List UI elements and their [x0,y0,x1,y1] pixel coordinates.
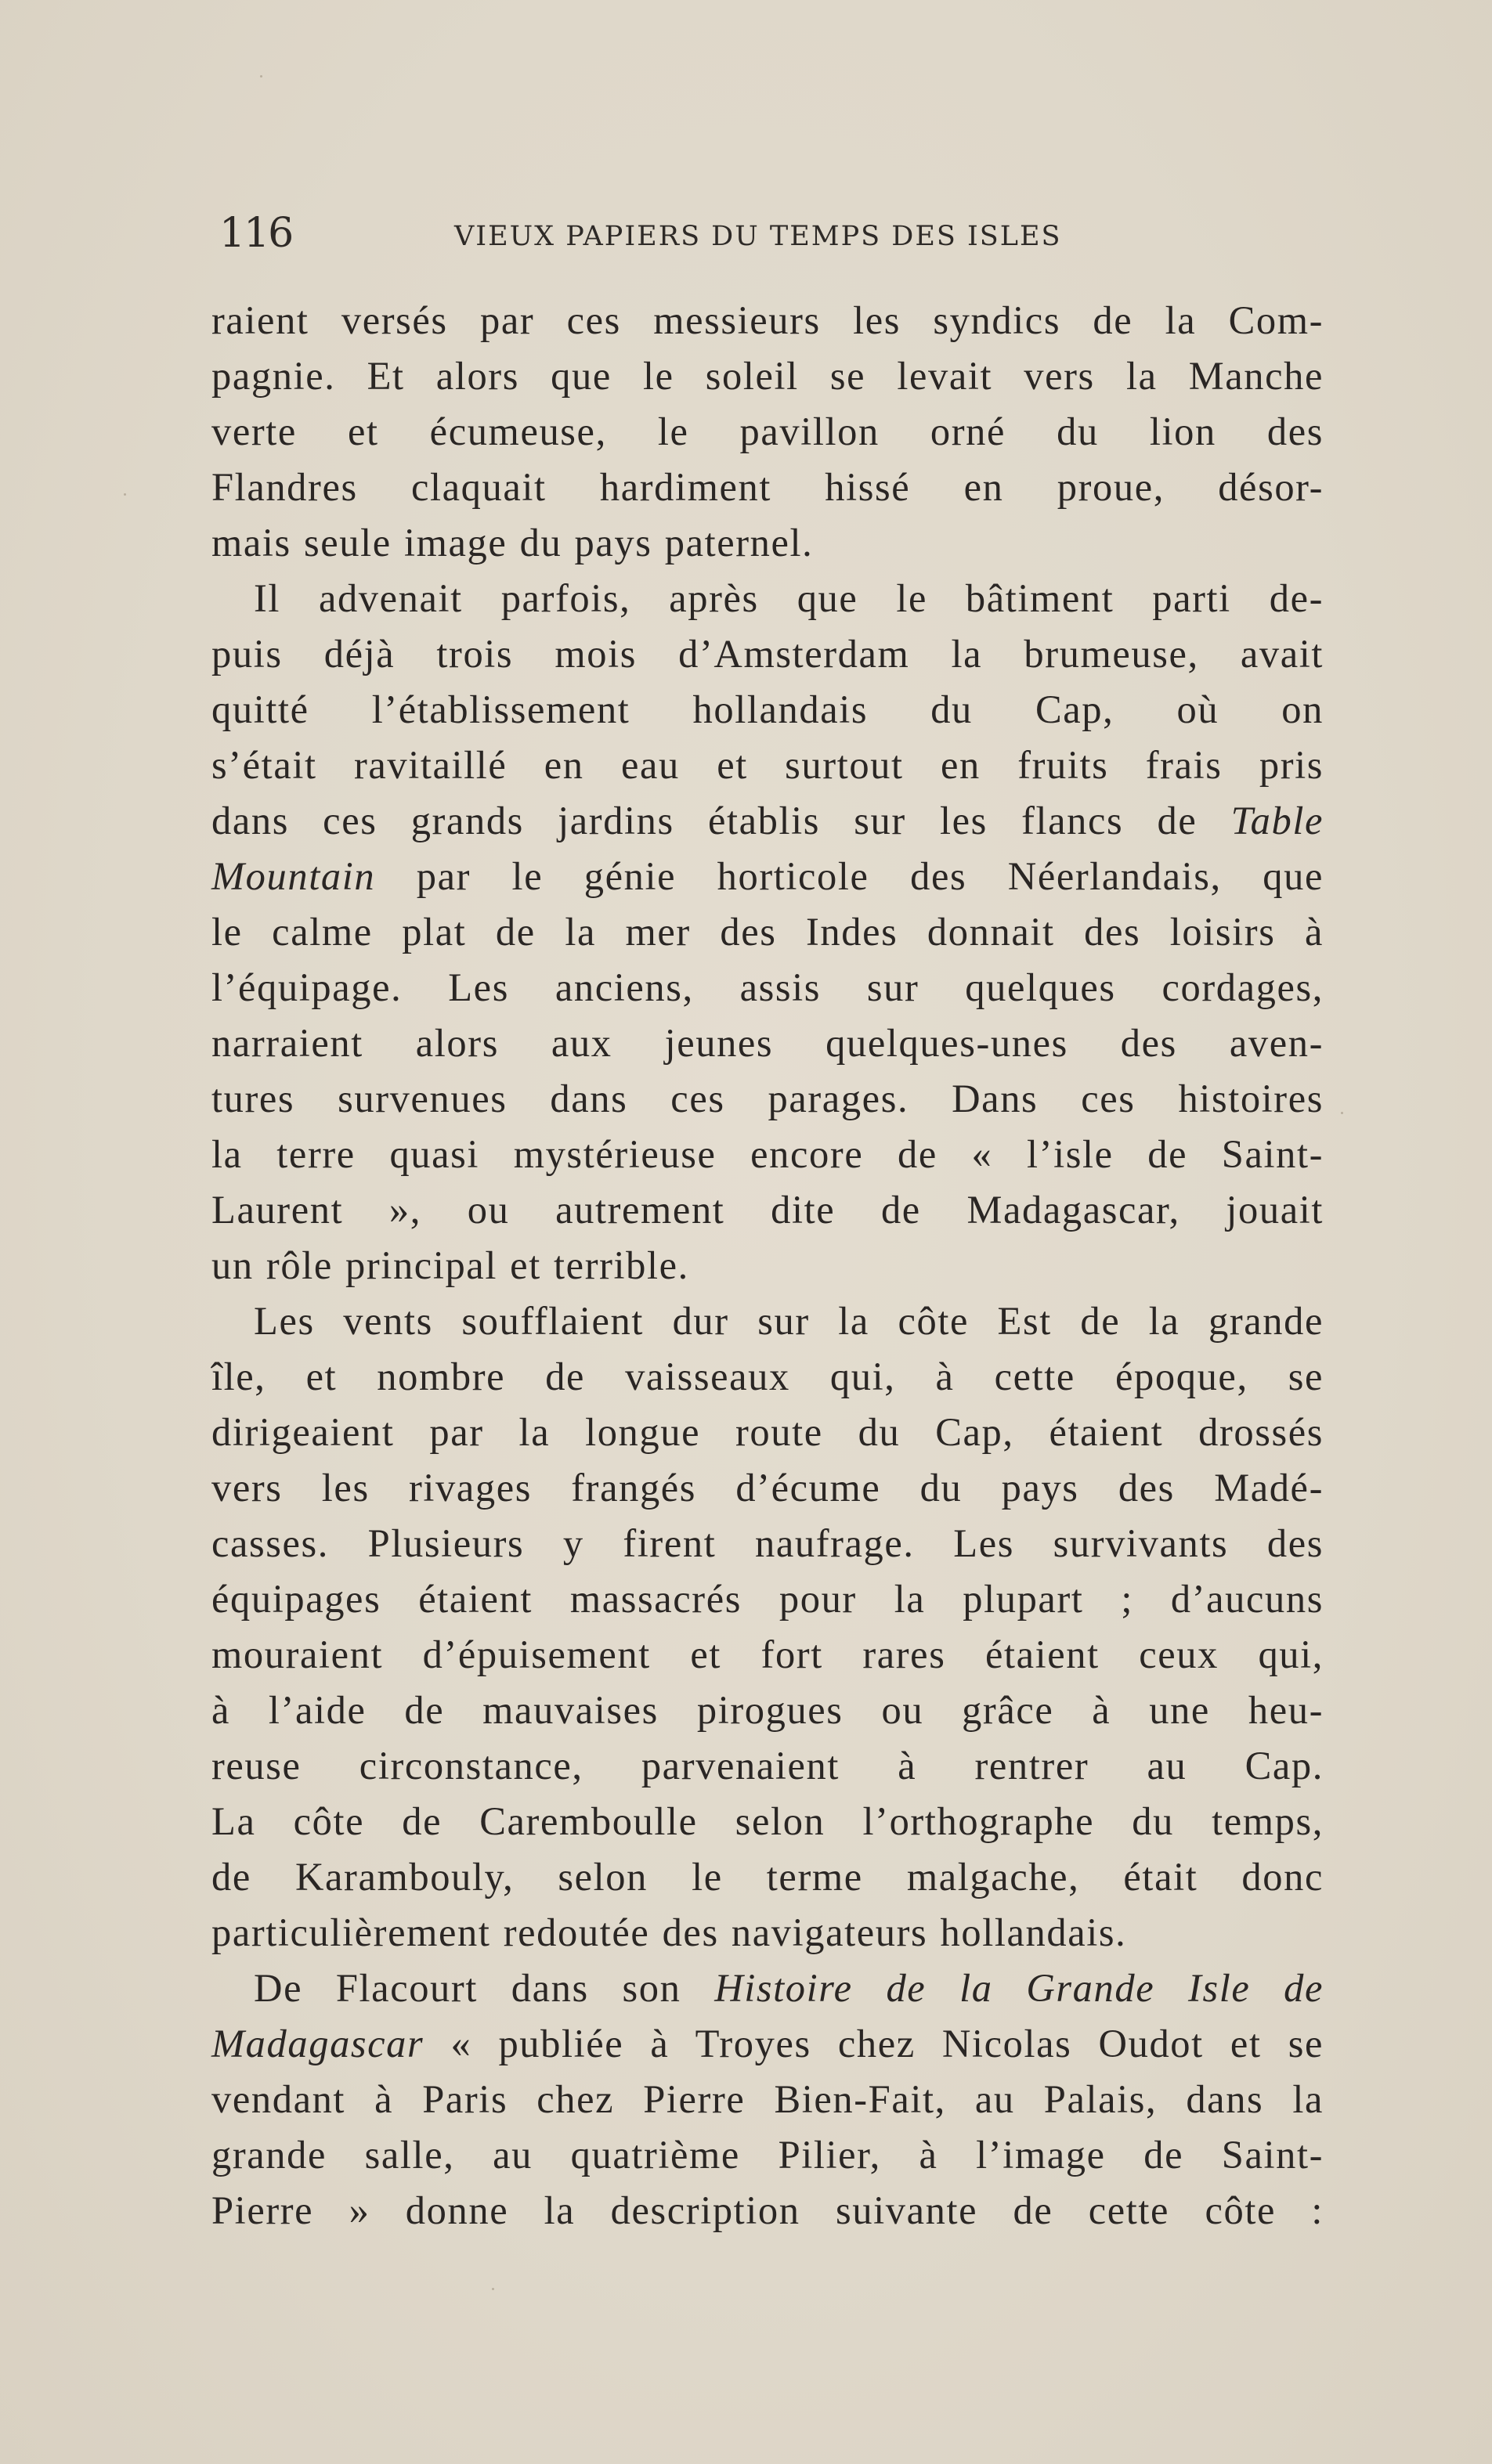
italic-title-segment: Mountain [211,854,376,898]
text-line: Flandres claquait hardiment hissé en proue, désor- [211,465,1324,509]
text-line: quitté l’établissement hollandais du Cap, où on [211,687,1324,731]
text-line: un rôle principal et terrible. [211,1243,689,1287]
text-line: Pierre » donne la description suivante de cette côte : [211,2188,1324,2232]
text-line: narraient alors aux jeunes quelques-unes des aven- [211,1021,1324,1065]
text-line [211,2016,1324,2072]
text-segment: par le génie horticole des Néerlandais, que [375,854,1324,898]
text-line: casses. Plusieurs y firent naufrage. Les survivants des [211,1521,1324,1565]
text-line: île, et nombre de vaisseaux qui, à cette époque, se [211,1355,1324,1398]
paper-speck [1341,1112,1343,1114]
text-line: le calme plat de la mer des Indes donnait des loisirs à [211,910,1324,954]
page-number: 116 [219,210,293,257]
text-line: grande salle, au quatrième Pilier, à l’image de Saint- [211,2133,1324,2177]
body-text [211,293,1324,2239]
text-line: s’était ravitaillé en eau et surtout en fruits frais pris [211,743,1324,787]
text-line: mouraient d’épuisement et fort rares étaient ceux qui, [211,1632,1324,1676]
text-line: La côte de Caremboulle selon l’orthographe du temps, [211,1799,1324,1843]
text-line: équipages étaient massacrés pour la plupart ; d’aucuns [211,1577,1324,1621]
text-line: l’équipage. Les anciens, assis sur quelques cordages, [211,965,1324,1009]
text-line: vers les rivages frangés d’écume du pays des Madé- [211,1466,1324,1510]
text-line [211,849,1324,904]
text-segment: dans ces grands jardins établis sur les flancs de [211,799,1231,842]
text-line: pagnie. Et alors que le soleil se levait vers la Manche [211,354,1324,398]
text-line: verte et écumeuse, le pavillon orné du lion des [211,409,1324,453]
text-line: Il advenait parfois, après que le bâtiment parti de- [254,576,1324,620]
running-title: VIEUX PAPIERS DU TEMPS DES ISLES [454,221,1062,252]
text-segment: De Flacourt dans son [254,1966,715,2010]
paper-speck [124,493,126,496]
running-head [211,210,1324,257]
text-line: à l’aide de mauvaises pirogues ou grâce à une heu- [211,1688,1324,1732]
text-line: dirigeaient par la longue route du Cap, étaient drossés [211,1410,1324,1454]
italic-title-segment: Histoire de la Grande Isle de [714,1966,1324,2010]
text-line [211,1961,1324,2016]
text-line [211,793,1324,849]
text-line: de Karambouly, selon le terme malgache, était donc [211,1855,1324,1899]
italic-title-segment: Madagascar [211,2022,424,2065]
paper-speck [492,2288,494,2290]
text-line: reuse circonstance, parvenaient à rentrer au Cap. [211,1744,1324,1788]
text-line: particulièrement redoutée des navigateurs hollandais. [211,1910,1127,1954]
text-line: la terre quasi mystérieuse encore de « l’isle de Saint- [211,1132,1324,1176]
paper-speck [260,75,262,78]
text-line: puis déjà trois mois d’Amsterdam la brumeuse, avait [211,632,1324,676]
text-line: mais seule image du pays paternel. [211,521,814,565]
text-segment: « publiée à Troyes chez Nicolas Oudot et se [424,2022,1324,2065]
text-line: vendant à Paris chez Pierre Bien-Fait, au Palais, dans la [211,2077,1324,2121]
text-line: tures survenues dans ces parages. Dans ces histoires [211,1077,1324,1120]
text-line: Les vents soufflaient dur sur la côte Est de la grande [254,1299,1324,1343]
italic-title-segment: Table [1230,799,1324,842]
text-line: raient versés par ces messieurs les syndics de la Com- [211,298,1324,342]
text-line: Laurent », ou autrement dite de Madagascar, jouait [211,1188,1324,1232]
